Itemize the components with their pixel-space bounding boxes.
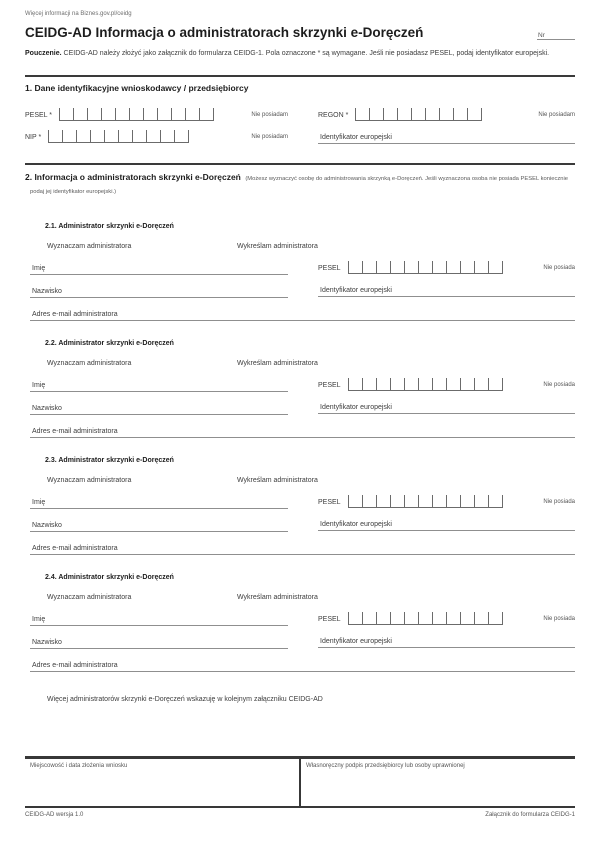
comb-cell[interactable] bbox=[433, 612, 447, 625]
admin-2-4-title: 2.4. Administrator skrzynki e-Doręczeń bbox=[45, 573, 174, 581]
regon-comb-input[interactable] bbox=[355, 108, 482, 121]
comb-cell[interactable] bbox=[349, 495, 363, 508]
comb-cell[interactable] bbox=[405, 378, 419, 391]
comb-cell[interactable] bbox=[433, 495, 447, 508]
comb-cell[interactable] bbox=[384, 108, 398, 121]
comb-cell[interactable] bbox=[419, 378, 433, 391]
signature-table bbox=[25, 756, 575, 808]
comb-cell[interactable] bbox=[377, 261, 391, 274]
comb-cell[interactable] bbox=[60, 108, 74, 121]
admin-eu-id-label: Identyfikator europejski bbox=[320, 637, 392, 645]
admin-eu-id-label: Identyfikator europejski bbox=[320, 520, 392, 528]
comb-cell[interactable] bbox=[419, 261, 433, 274]
comb-cell[interactable] bbox=[363, 495, 377, 508]
admin-2-4-right-column bbox=[318, 603, 575, 649]
comb-cell[interactable] bbox=[74, 108, 88, 121]
admin-2-1-options bbox=[47, 243, 575, 250]
pesel-row bbox=[25, 99, 288, 121]
comb-cell[interactable] bbox=[105, 130, 119, 143]
first-name-label: Imię bbox=[32, 615, 46, 623]
regon-not-have-option[interactable]: Nie posiadam bbox=[538, 111, 575, 118]
comb-cell[interactable] bbox=[489, 612, 503, 625]
remove-admin-option[interactable]: Wykreślam administratora bbox=[237, 476, 318, 484]
admin-pesel-row bbox=[318, 252, 575, 274]
admin-email-input[interactable] bbox=[30, 415, 575, 438]
admin-pesel-label: PESEL bbox=[318, 498, 341, 506]
last-name-input[interactable] bbox=[30, 626, 288, 649]
first-name-input[interactable] bbox=[30, 252, 288, 275]
place-date-cell[interactable] bbox=[25, 759, 301, 806]
assign-admin-option[interactable]: Wyznaczam administratora bbox=[47, 242, 132, 250]
assign-admin-option[interactable]: Wyznaczam administratora bbox=[47, 593, 132, 601]
comb-cell[interactable] bbox=[349, 378, 363, 391]
comb-cell[interactable] bbox=[447, 261, 461, 274]
admin-pesel-not-have-option[interactable]: Nie posiada bbox=[543, 264, 575, 271]
comb-cell[interactable] bbox=[412, 108, 426, 121]
comb-cell[interactable] bbox=[186, 108, 200, 121]
attachment-text: Załącznik do formularza CEIDG-1 bbox=[485, 811, 575, 818]
comb-cell[interactable] bbox=[175, 130, 189, 143]
admin-section-2-1 bbox=[25, 222, 575, 321]
pesel-not-have-option[interactable]: Nie posiadam bbox=[251, 111, 288, 118]
comb-cell[interactable] bbox=[447, 495, 461, 508]
comb-cell[interactable] bbox=[447, 378, 461, 391]
admin-pesel-row bbox=[318, 486, 575, 508]
admin-pesel-not-have-option[interactable]: Nie posiada bbox=[543, 381, 575, 388]
nip-not-have-option[interactable]: Nie posiadam bbox=[251, 133, 288, 140]
comb-cell[interactable] bbox=[147, 130, 161, 143]
comb-cell[interactable] bbox=[391, 261, 405, 274]
section1-fields bbox=[25, 99, 575, 144]
first-name-label: Imię bbox=[32, 381, 46, 389]
pesel-comb-input[interactable] bbox=[59, 108, 214, 121]
first-name-input[interactable] bbox=[30, 369, 288, 392]
comb-cell[interactable] bbox=[405, 495, 419, 508]
admin-2-1-fields bbox=[25, 252, 575, 298]
admin-pesel-not-have-option[interactable]: Nie posiada bbox=[543, 498, 575, 505]
comb-cell[interactable] bbox=[489, 378, 503, 391]
admin-section-2-2 bbox=[25, 339, 575, 438]
remove-admin-option[interactable]: Wykreślam administratora bbox=[237, 359, 318, 367]
nip-label: NIP * bbox=[25, 133, 42, 141]
form-number-field[interactable] bbox=[537, 27, 575, 40]
admin-2-2-fields bbox=[25, 369, 575, 415]
page-footer bbox=[25, 812, 575, 818]
signature-cell[interactable] bbox=[301, 759, 575, 806]
section1-left-column bbox=[25, 99, 288, 144]
comb-cell[interactable] bbox=[200, 108, 214, 121]
admin-2-3-fields bbox=[25, 486, 575, 532]
admin-email-input[interactable] bbox=[30, 649, 575, 672]
comb-cell[interactable] bbox=[116, 108, 130, 121]
comb-cell[interactable] bbox=[363, 378, 377, 391]
admin-eu-id-label: Identyfikator europejski bbox=[320, 403, 392, 411]
section2-title: 2. Informacja o administratorach skrzynki e-Doręczeń bbox=[25, 171, 241, 182]
last-name-input[interactable] bbox=[30, 509, 288, 532]
admin-eu-id-input[interactable] bbox=[318, 391, 575, 414]
applicant-eu-id-label: Identyfikator europejski bbox=[320, 133, 392, 141]
assign-admin-option[interactable]: Wyznaczam administratora bbox=[47, 359, 132, 367]
admin-pesel-comb-input[interactable] bbox=[348, 378, 503, 391]
comb-cell[interactable] bbox=[133, 130, 147, 143]
comb-cell[interactable] bbox=[461, 378, 475, 391]
comb-cell[interactable] bbox=[454, 108, 468, 121]
first-name-label: Imię bbox=[32, 498, 46, 506]
comb-cell[interactable] bbox=[49, 130, 63, 143]
admin-2-3-right-column bbox=[318, 486, 575, 532]
admin-2-1-right-column bbox=[318, 252, 575, 298]
nip-row bbox=[25, 121, 288, 143]
comb-cell[interactable] bbox=[363, 261, 377, 274]
admin-2-1-title: 2.1. Administrator skrzynki e-Doręczeń bbox=[45, 222, 174, 230]
admin-pesel-not-have-option[interactable]: Nie posiada bbox=[543, 615, 575, 622]
section2-divider bbox=[25, 163, 575, 165]
comb-cell[interactable] bbox=[426, 108, 440, 121]
last-name-label: Nazwisko bbox=[32, 404, 62, 412]
comb-cell[interactable] bbox=[377, 495, 391, 508]
comb-cell[interactable] bbox=[391, 495, 405, 508]
comb-cell[interactable] bbox=[398, 108, 412, 121]
nr-label: Nr bbox=[538, 32, 545, 39]
info-link-text: Więcej informacji na Biznes.gov.pl/ceidg bbox=[25, 11, 132, 17]
admin-pesel-row bbox=[318, 603, 575, 625]
admin-pesel-comb-input[interactable] bbox=[348, 261, 503, 274]
admin-2-4-options bbox=[47, 594, 575, 601]
admin-pesel-label: PESEL bbox=[318, 381, 341, 389]
admin-email-label: Adres e-mail administratora bbox=[32, 427, 118, 435]
last-name-input[interactable] bbox=[30, 275, 288, 298]
admin-email-input[interactable] bbox=[30, 298, 575, 321]
admin-eu-id-input[interactable] bbox=[318, 508, 575, 531]
admin-section-2-3 bbox=[25, 456, 575, 555]
admin-section-2-4 bbox=[25, 573, 575, 672]
regon-row bbox=[318, 99, 575, 121]
comb-cell[interactable] bbox=[119, 130, 133, 143]
comb-cell[interactable] bbox=[489, 261, 503, 274]
comb-cell[interactable] bbox=[461, 495, 475, 508]
admin-2-4-left-column bbox=[30, 603, 288, 649]
admin-eu-id-input[interactable] bbox=[318, 274, 575, 297]
instruction-body: CEIDG-AD należy złożyć jako załącznik do formularza CEIDG-1. Pola oznaczone * są wymagane. Jeśli nie posiadasz PESEL, podaj identyfikator europejski. bbox=[61, 50, 550, 57]
comb-cell[interactable] bbox=[475, 378, 489, 391]
admin-2-2-title: 2.2. Administrator skrzynki e-Doręczeń bbox=[45, 339, 174, 347]
admin-2-4-fields bbox=[25, 603, 575, 649]
comb-cell[interactable] bbox=[130, 108, 144, 121]
first-name-input[interactable] bbox=[30, 603, 288, 626]
more-admins-statement[interactable]: Więcej administratorów skrzynki e-Doręczeń wskazuję w kolejnym załączniku CEIDG-AD bbox=[47, 695, 323, 703]
comb-cell[interactable] bbox=[447, 612, 461, 625]
admin-email-label: Adres e-mail administratora bbox=[32, 544, 118, 552]
signature-label: Własnoręczny podpis przedsiębiorcy lub osoby uprawnionej bbox=[306, 762, 465, 769]
pesel-label: PESEL * bbox=[25, 111, 52, 119]
last-name-label: Nazwisko bbox=[32, 287, 62, 295]
comb-cell[interactable] bbox=[405, 261, 419, 274]
comb-cell[interactable] bbox=[461, 612, 475, 625]
comb-cell[interactable] bbox=[391, 378, 405, 391]
comb-cell[interactable] bbox=[88, 108, 102, 121]
comb-cell[interactable] bbox=[161, 130, 175, 143]
last-name-label: Nazwisko bbox=[32, 638, 62, 646]
place-date-label: Miejscowość i data złożenia wniosku bbox=[30, 762, 128, 769]
header-row bbox=[25, 25, 575, 41]
comb-cell[interactable] bbox=[489, 495, 503, 508]
section2-header bbox=[25, 171, 575, 197]
regon-label: REGON * bbox=[318, 111, 349, 119]
comb-cell[interactable] bbox=[440, 108, 454, 121]
comb-cell[interactable] bbox=[349, 612, 363, 625]
section2-note: (Możesz wyznaczyć osobę do administrowania skrzynką e-Doręczeń. Jeśli wyznaczona osoba nie posiada PESEL koniecznie podaj jej identyfikator europejski.) bbox=[30, 175, 568, 195]
assign-admin-option[interactable]: Wyznaczam administratora bbox=[47, 476, 132, 484]
comb-cell[interactable] bbox=[461, 261, 475, 274]
admin-eu-id-input[interactable] bbox=[318, 625, 575, 648]
admin-email-label: Adres e-mail administratora bbox=[32, 310, 118, 318]
admin-eu-id-label: Identyfikator europejski bbox=[320, 286, 392, 294]
last-name-label: Nazwisko bbox=[32, 521, 62, 529]
comb-cell[interactable] bbox=[158, 108, 172, 121]
comb-cell[interactable] bbox=[475, 612, 489, 625]
comb-cell[interactable] bbox=[377, 378, 391, 391]
admin-2-3-options bbox=[47, 477, 575, 484]
comb-cell[interactable] bbox=[63, 130, 77, 143]
admin-pesel-label: PESEL bbox=[318, 615, 341, 623]
admin-2-2-left-column bbox=[30, 369, 288, 415]
comb-cell[interactable] bbox=[391, 612, 405, 625]
comb-cell[interactable] bbox=[144, 108, 158, 121]
first-name-input[interactable] bbox=[30, 486, 288, 509]
nip-comb-input[interactable] bbox=[48, 130, 189, 143]
remove-admin-option[interactable]: Wykreślam administratora bbox=[237, 242, 318, 250]
admin-2-3-title: 2.3. Administrator skrzynki e-Doręczeń bbox=[45, 456, 174, 464]
comb-cell[interactable] bbox=[102, 108, 116, 121]
admin-email-input[interactable] bbox=[30, 532, 575, 555]
comb-cell[interactable] bbox=[377, 612, 391, 625]
admin-pesel-row bbox=[318, 369, 575, 391]
last-name-input[interactable] bbox=[30, 392, 288, 415]
admin-pesel-comb-input[interactable] bbox=[348, 612, 503, 625]
comb-cell[interactable] bbox=[468, 108, 482, 121]
comb-cell[interactable] bbox=[405, 612, 419, 625]
comb-cell[interactable] bbox=[172, 108, 186, 121]
comb-cell[interactable] bbox=[419, 495, 433, 508]
admin-email-label: Adres e-mail administratora bbox=[32, 661, 118, 669]
first-name-label: Imię bbox=[32, 264, 46, 272]
applicant-eu-id-input[interactable] bbox=[318, 121, 575, 144]
instruction-bold-label: Pouczenie. bbox=[25, 50, 62, 57]
admin-2-2-options bbox=[47, 360, 575, 367]
form-title: CEIDG-AD Informacja o administratorach skrzynki e-Doręczeń bbox=[25, 25, 424, 40]
admin-2-3-left-column bbox=[30, 486, 288, 532]
comb-cell[interactable] bbox=[77, 130, 91, 143]
column-gap bbox=[288, 99, 318, 144]
section1-divider bbox=[25, 75, 575, 77]
remove-admin-option[interactable]: Wykreślam administratora bbox=[237, 593, 318, 601]
admin-pesel-label: PESEL bbox=[318, 264, 341, 272]
comb-cell[interactable] bbox=[475, 495, 489, 508]
comb-cell[interactable] bbox=[356, 108, 370, 121]
comb-cell[interactable] bbox=[475, 261, 489, 274]
comb-cell[interactable] bbox=[419, 612, 433, 625]
admin-2-2-right-column bbox=[318, 369, 575, 415]
comb-cell[interactable] bbox=[370, 108, 384, 121]
section1-right-column bbox=[318, 99, 575, 144]
form-version-text: CEIDG-AD wersja 1.0 bbox=[25, 811, 84, 818]
comb-cell[interactable] bbox=[349, 261, 363, 274]
section1-title: 1. Dane identyfikacyjne wnioskodawcy / przedsiębiorcy bbox=[25, 82, 249, 93]
admin-2-1-left-column bbox=[30, 252, 288, 298]
comb-cell[interactable] bbox=[433, 378, 447, 391]
admin-pesel-comb-input[interactable] bbox=[348, 495, 503, 508]
comb-cell[interactable] bbox=[91, 130, 105, 143]
comb-cell[interactable] bbox=[363, 612, 377, 625]
comb-cell[interactable] bbox=[433, 261, 447, 274]
instruction-text bbox=[25, 49, 575, 60]
